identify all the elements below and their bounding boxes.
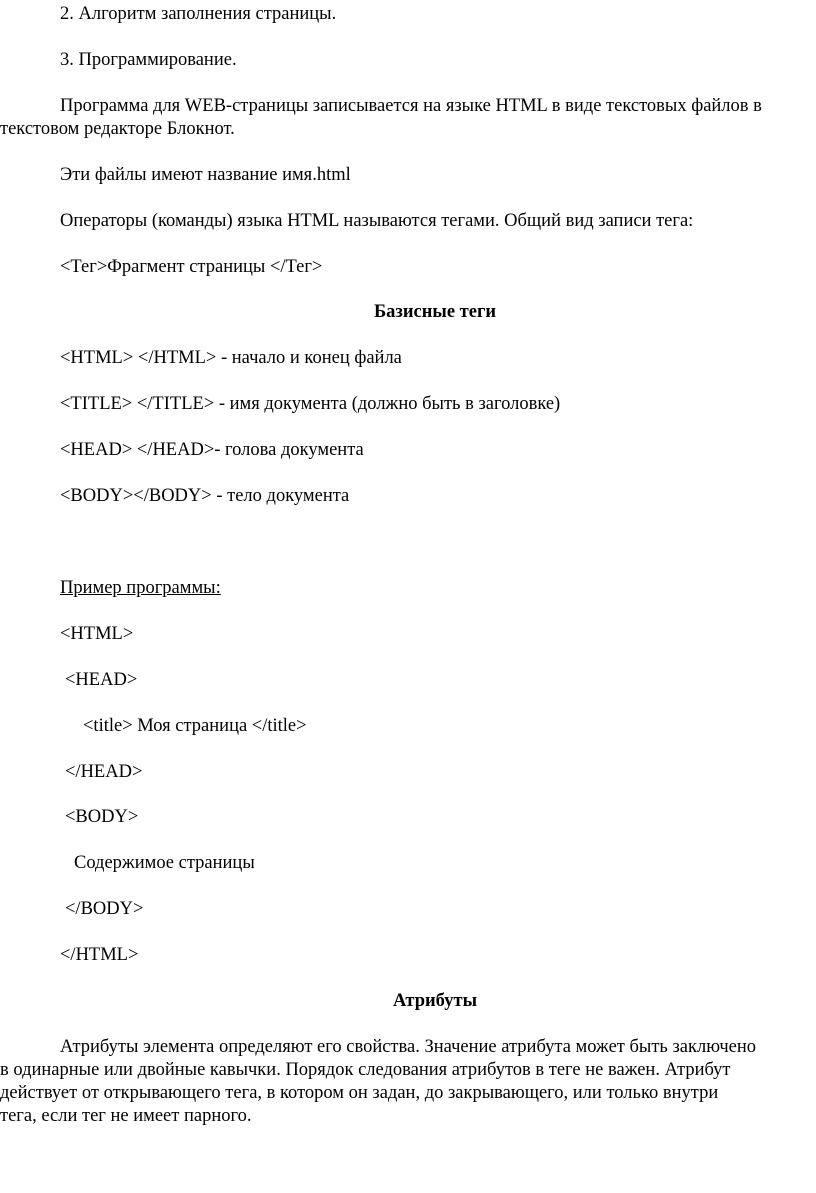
paragraph-attributes-line-2: в одинарные или двойные кавычки. Порядок следования атрибутов в теге не важен. Атрибут xyxy=(0,1060,731,1080)
paragraph-attributes-line-4: тега, если тег не имеет парного. xyxy=(0,1106,252,1126)
code-line-html-close: </HTML> xyxy=(60,945,139,965)
heading-basic-tags: Базисные теги xyxy=(373,302,497,322)
code-line-head-open: <HEAD> xyxy=(65,670,138,690)
basic-tag-html: <HTML> </HTML> - начало и конец файла xyxy=(60,348,402,368)
code-line-body-close: </BODY> xyxy=(65,899,144,919)
code-line-head-close: </HEAD> xyxy=(65,762,143,782)
paragraph-files-name: Эти файлы имеют название имя.html xyxy=(60,165,351,185)
list-item-3: 3. Программирование. xyxy=(60,50,237,70)
basic-tag-title: <TITLE> </TITLE> - имя документа (должно быть в заголовке) xyxy=(60,394,561,414)
list-item-2: 2. Алгоритм заполнения страницы. xyxy=(60,4,337,24)
paragraph-html-line-1: Программа для WEB-страницы записывается на языке HTML в виде текстовых файлов в xyxy=(60,96,762,116)
code-line-title: <title> Моя страница </title> xyxy=(83,716,307,736)
code-line-body-open: <BODY> xyxy=(65,807,139,827)
paragraph-operators: Операторы (команды) языка HTML называются тегами. Общий вид записи тега: xyxy=(60,211,694,231)
paragraph-attributes-line-1: Атрибуты элемента определяют его свойства. Значение атрибута может быть заключено xyxy=(60,1037,757,1057)
tag-syntax: <Тег>Фрагмент страницы </Тег> xyxy=(60,257,323,277)
paragraph-attributes-line-3: действует от открывающего тега, в котором он задан, до закрывающего, или только внутри xyxy=(0,1083,719,1103)
code-line-html-open: <HTML> xyxy=(60,624,134,644)
paragraph-html-line-2: текстовом редакторе Блокнот. xyxy=(0,119,235,139)
basic-tag-body: <BODY></BODY> - тело документа xyxy=(60,486,350,506)
heading-attributes: Атрибуты xyxy=(392,991,478,1011)
example-label: Пример программы: xyxy=(60,578,221,598)
basic-tag-head: <HEAD> </HEAD>- голова документа xyxy=(60,440,364,460)
code-line-content: Содержимое страницы xyxy=(74,853,255,873)
